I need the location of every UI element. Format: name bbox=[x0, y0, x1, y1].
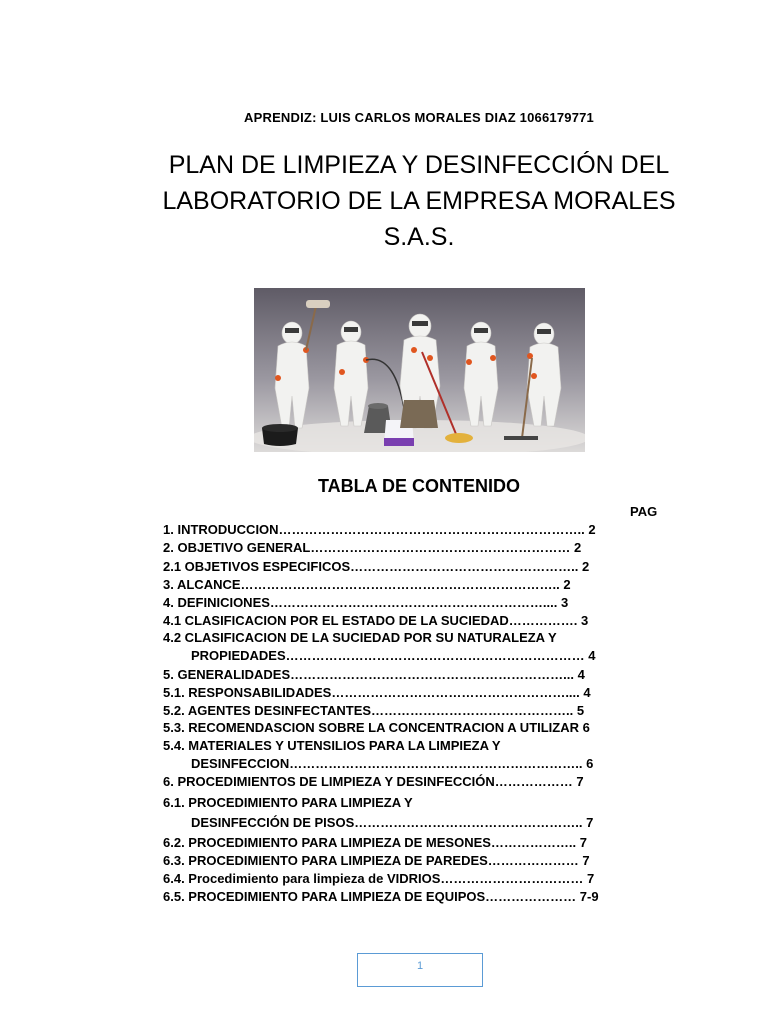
toc-entry bbox=[163, 648, 663, 663]
toc-entry-text: 5.4. MATERIALES Y UTENSILIOS PARA LA LIMPIEZA Y bbox=[163, 738, 501, 753]
toc-entry bbox=[163, 595, 663, 610]
toc-entry bbox=[163, 835, 663, 850]
toc-entry-text: 2. OBJETIVO GENERAL…………………………………………………… 2 bbox=[163, 540, 582, 555]
toc-entry-text: 6.4. Procedimiento para limpieza de VIDRIOS…………………………… 7 bbox=[163, 871, 595, 886]
toc-entry-text: 6.3. PROCEDIMIENTO PARA LIMPIEZA DE PAREDES………………… 7 bbox=[163, 853, 590, 868]
toc-heading: TABLA DE CONTENIDO bbox=[318, 476, 520, 496]
toc-entry bbox=[163, 630, 663, 645]
author-line: APRENDIZ: LUIS CARLOS MORALES DIAZ 1066179771 bbox=[244, 110, 594, 125]
toc-entry-text: 4. DEFINICIONES……………………………………………………….... 3 bbox=[163, 595, 569, 610]
toc-entry-text: DESINFECCION………………………………………………………….. 6 bbox=[191, 756, 594, 771]
toc-entry bbox=[163, 774, 663, 789]
toc-entry-text: 6.5. PROCEDIMIENTO PARA LIMPIEZA DE EQUIPOS………………… 7-9 bbox=[163, 889, 599, 904]
title-line-2: LABORATORIO DE LA EMPRESA MORALES bbox=[162, 187, 676, 215]
toc-entry bbox=[163, 720, 663, 735]
toc-entry-text: DESINFECCIÓN DE PISOS…………………………………………….. 7 bbox=[191, 815, 594, 830]
toc-entry bbox=[163, 756, 663, 771]
toc-entry-text: 2.1 OBJETIVOS ESPECIFICOS…………………………………………….. 2 bbox=[163, 559, 590, 574]
page-number-box bbox=[357, 953, 483, 987]
toc-entry-text: 5.3. RECOMENDASCION SOBRE LA CONCENTRACION A UTILIZAR 6 bbox=[163, 720, 590, 735]
title-line-1: PLAN DE LIMPIEZA Y DESINFECCIÓN DEL bbox=[168, 151, 670, 179]
toc-entry bbox=[163, 871, 663, 886]
toc-entry-text: 5.2. AGENTES DESINFECTANTES……………………………………….. 5 bbox=[163, 703, 585, 718]
pag-label: PAG bbox=[630, 504, 658, 519]
toc-entry bbox=[163, 559, 663, 574]
toc-entry bbox=[163, 613, 663, 628]
toc-entry bbox=[163, 853, 663, 868]
toc-entry bbox=[163, 703, 663, 718]
toc-entry bbox=[163, 522, 663, 537]
toc-entry bbox=[163, 889, 663, 904]
toc-entry-text: 6. PROCEDIMIENTOS DE LIMPIEZA Y DESINFECCIÓN……………… 7 bbox=[163, 774, 584, 789]
toc-entry-text: 3. ALCANCE……………………………………………………………….. 2 bbox=[163, 577, 571, 592]
toc-entry-text: 4.1 CLASIFICACION POR EL ESTADO DE LA SUCIEDAD……………. 3 bbox=[163, 613, 589, 628]
toc-entry-text: 4.2 CLASIFICACION DE LA SUCIEDAD POR SU NATURALEZA Y bbox=[163, 630, 557, 645]
toc-entry bbox=[163, 738, 663, 753]
toc-entry bbox=[163, 795, 663, 810]
toc-entry bbox=[163, 685, 663, 700]
toc-entry bbox=[163, 667, 663, 682]
toc-entry bbox=[163, 815, 663, 830]
toc-entry-text: 6.1. PROCEDIMIENTO PARA LIMPIEZA Y bbox=[163, 795, 413, 810]
title-line-3: S.A.S. bbox=[383, 223, 455, 251]
cleaning-workers-photo bbox=[254, 288, 585, 452]
toc-entry-text: 5.1. RESPONSABILIDADES……………………………………………….... 4 bbox=[163, 685, 591, 700]
toc-entry-text: 5. GENERALIDADES………………………………………………………... 4 bbox=[163, 667, 585, 682]
toc-entry-text: 6.2. PROCEDIMIENTO PARA LIMPIEZA DE MESONES……………….. 7 bbox=[163, 835, 587, 850]
toc-entry-text: PROPIEDADES…………………………………………………………… 4 bbox=[191, 648, 596, 663]
page-number: 1 bbox=[416, 960, 424, 972]
document-title bbox=[100, 147, 738, 255]
toc-entry bbox=[163, 540, 663, 555]
toc-entry bbox=[163, 577, 663, 592]
toc-entry-text: 1. INTRODUCCION…………………………………………………………….. 2 bbox=[163, 522, 596, 537]
